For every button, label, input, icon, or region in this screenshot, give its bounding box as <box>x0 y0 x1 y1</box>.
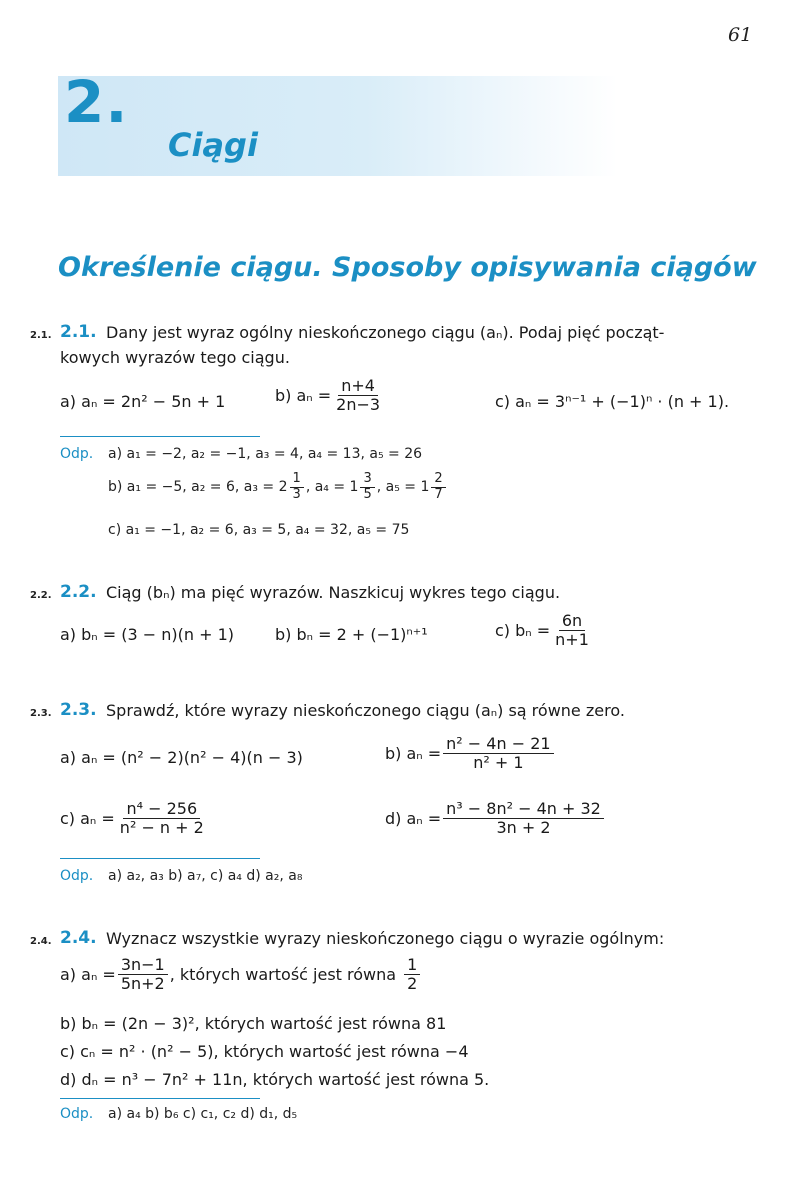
fraction-denominator: n² − n + 2 <box>119 818 204 838</box>
task-2-3-a: a) aₙ = (n² − 2)(n² − 4)(n − 3) <box>60 748 303 767</box>
chapter-number: 2. <box>64 68 129 136</box>
task-2-4-a-value-fraction <box>404 956 420 994</box>
answer-label-2-4: Odp. <box>60 1106 94 1122</box>
task-2-3-b-fraction <box>443 735 553 773</box>
task-number-2-1: 2.1. <box>60 322 97 342</box>
fraction-numerator: 3 <box>360 472 374 488</box>
task-2-2-text: Ciąg (bₙ) ma pięć wyrazów. Naszkicuj wykres tego ciągu. <box>106 583 561 602</box>
task-2-4-a-prefix: a) aₙ = <box>60 965 116 985</box>
task-2-4-answer: a) a₄ b) b₆ c) c₁, c₂ d) d₁, d₅ <box>108 1106 298 1122</box>
task-id-2-1: 2.1. <box>30 330 52 341</box>
fraction-denominator: 2n−3 <box>336 395 381 415</box>
task-2-1-b-prefix: b) aₙ = <box>275 386 332 406</box>
fraction-numerator: 1 <box>290 472 304 488</box>
answer-separator <box>60 436 260 437</box>
task-2-1-answer-c: c) a₁ = −1, a₂ = 6, a₃ = 5, a₄ = 32, a₅ = 75 <box>108 522 410 538</box>
section-title: Określenie ciągu. Sposoby opisywania ciągów <box>58 252 757 283</box>
task-number-2-3: 2.3. <box>60 700 97 720</box>
answer-b-fraction-3 <box>431 472 445 503</box>
answer-label-2-3: Odp. <box>60 868 94 884</box>
fraction-denominator: 5n+2 <box>120 974 165 994</box>
task-2-1-b <box>275 377 385 415</box>
task-2-3-text: Sprawdź, które wyrazy nieskończonego ciągu (aₙ) są równe zero. <box>106 701 625 720</box>
answer-b-fraction-2 <box>360 472 374 503</box>
answer-b-part2: , a₄ = 1 <box>305 479 359 496</box>
task-2-3-d-prefix: d) aₙ = <box>385 809 442 829</box>
answer-b-part3: , a₅ = 1 <box>376 479 430 496</box>
fraction-numerator: 6n <box>559 612 585 631</box>
task-2-1-text-line2: kowych wyrazów tego ciągu. <box>60 348 290 367</box>
task-id-2-2: 2.2. <box>30 590 52 601</box>
task-2-2-c <box>495 612 594 650</box>
task-2-2-b: b) bₙ = 2 + (−1)ⁿ⁺¹ <box>275 625 428 644</box>
page-number: 61 <box>728 24 753 46</box>
task-number-2-2: 2.2. <box>60 582 97 602</box>
task-2-4-a-fraction <box>118 956 168 994</box>
task-2-4-text: Wyznacz wszystkie wyrazy nieskończonego ciągu o wyrazie ogólnym: <box>106 929 665 948</box>
fraction-numerator: n² − 4n − 21 <box>443 735 553 754</box>
answer-label-2-1: Odp. <box>60 446 94 462</box>
task-2-3-b-prefix: b) aₙ = <box>385 744 442 764</box>
fraction-numerator: n+4 <box>338 377 378 396</box>
answer-separator <box>60 858 260 859</box>
answer-b-part1: b) a₁ = −5, a₂ = 6, a₃ = 2 <box>108 479 288 496</box>
task-2-4-a-suffix: , których wartość jest równa <box>169 965 397 985</box>
fraction-denominator: 5 <box>363 486 372 502</box>
fraction-denominator: 7 <box>434 486 443 502</box>
task-id-2-4: 2.4. <box>30 936 52 947</box>
fraction-denominator: 3 <box>292 486 301 502</box>
chapter-title: Ciągi <box>168 126 258 164</box>
fraction-numerator: 1 <box>404 956 420 975</box>
task-2-3-c-prefix: c) aₙ = <box>60 809 115 829</box>
task-2-3-answer: a) a₂, a₃ b) a₇, c) a₄ d) a₂, a₈ <box>108 868 303 884</box>
task-2-1-answer-b <box>108 472 448 503</box>
fraction-numerator: n⁴ − 256 <box>123 800 200 819</box>
task-2-4-c: c) cₙ = n² · (n² − 5), których wartość jest równa −4 <box>60 1042 469 1061</box>
task-2-4-a <box>60 956 422 994</box>
task-2-1-answer-a: a) a₁ = −2, a₂ = −1, a₃ = 4, a₄ = 13, a₅ = 26 <box>108 446 423 462</box>
task-2-3-d <box>385 800 606 838</box>
task-id-2-3: 2.3. <box>30 708 52 719</box>
task-2-2-c-fraction <box>552 612 592 650</box>
fraction-denominator: 2 <box>407 974 418 994</box>
fraction-denominator: n² + 1 <box>473 753 524 773</box>
task-2-2-c-prefix: c) bₙ = <box>495 621 551 641</box>
chapter-banner <box>58 76 618 176</box>
task-2-1-c: c) aₙ = 3ⁿ⁻¹ + (−1)ⁿ · (n + 1). <box>495 392 730 411</box>
fraction-denominator: n+1 <box>555 630 589 650</box>
task-number-2-4: 2.4. <box>60 928 97 948</box>
fraction-numerator: 2 <box>431 472 445 488</box>
fraction-numerator: 3n−1 <box>118 956 168 975</box>
task-2-4-d: d) dₙ = n³ − 7n² + 11n, których wartość jest równa 5. <box>60 1070 490 1089</box>
fraction-denominator: 3n + 2 <box>496 818 551 838</box>
task-2-3-c-fraction <box>117 800 207 838</box>
task-2-1-a: a) aₙ = 2n² − 5n + 1 <box>60 392 226 411</box>
fraction-numerator: n³ − 8n² − 4n + 32 <box>443 800 604 819</box>
task-2-2-a: a) bₙ = (3 − n)(n + 1) <box>60 625 235 644</box>
task-2-1-text-line1: Dany jest wyraz ogólny nieskończonego ciągu (aₙ). Podaj pięć począt- <box>106 323 665 342</box>
answer-b-fraction-1 <box>290 472 304 503</box>
answer-separator <box>60 1098 260 1099</box>
task-2-3-d-fraction <box>443 800 604 838</box>
task-2-4-b: b) bₙ = (2n − 3)², których wartość jest równa 81 <box>60 1014 447 1033</box>
task-2-1-b-fraction <box>333 377 383 415</box>
task-2-3-c <box>60 800 209 838</box>
task-2-3-b <box>385 735 556 773</box>
